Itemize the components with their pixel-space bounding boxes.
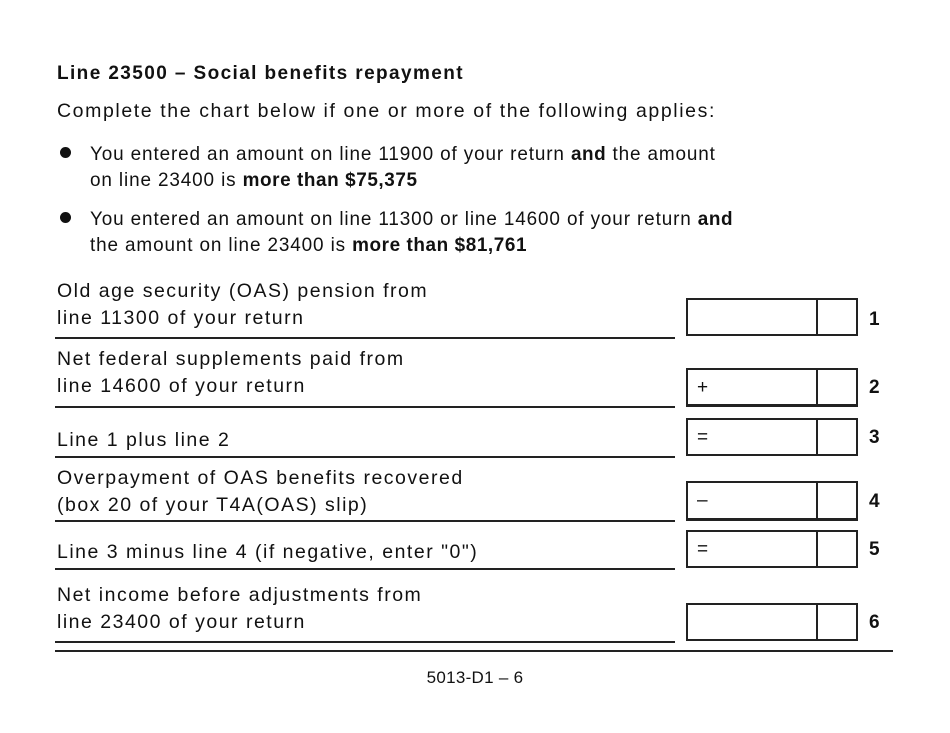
amount-box-line-3 [686, 418, 858, 456]
bullet-bold-text: more than $75,375 [242, 169, 418, 191]
dollars-input-line-1[interactable] [688, 300, 820, 336]
bullet-text: on line 23400 is [90, 169, 243, 191]
line-number: 2 [869, 377, 880, 398]
line-number: 1 [869, 309, 880, 330]
row-label-text: Net income before adjustments from [57, 584, 423, 606]
row-rule [55, 568, 675, 570]
row-label-text: line 11300 of your return [57, 307, 305, 329]
bullet-bold-text: more than $81,761 [352, 234, 528, 256]
intro-text: Complete the chart below if one or more of the following applies: [57, 100, 716, 122]
row-label-text [57, 400, 230, 427]
row-label-line-6 [57, 582, 422, 636]
bullet-text: the amount [606, 143, 716, 165]
line-number: 6 [869, 612, 880, 633]
dollars-input-line-2[interactable] [688, 370, 820, 406]
bullet-icon [60, 212, 71, 223]
row-rule [55, 641, 675, 643]
row-label-text: Old age security (OAS) pension from [57, 280, 429, 302]
line-number: 3 [869, 427, 880, 448]
row-label-line-2 [57, 346, 405, 400]
row-rule [55, 456, 675, 458]
row-label-text: Line 1 plus line 2 [57, 429, 231, 451]
dollars-input-line-3[interactable] [688, 420, 820, 456]
line-number: 5 [869, 539, 880, 560]
cents-input-line-2[interactable] [818, 370, 860, 406]
section-title: Line 23500 – Social benefits repayment [57, 63, 464, 84]
cents-input-line-5[interactable] [818, 532, 860, 568]
cents-input-line-4[interactable] [818, 483, 860, 519]
equals-sign: = [697, 539, 709, 560]
row-label-text [57, 512, 478, 539]
dollars-input-line-5[interactable] [688, 532, 820, 568]
cents-input-line-6[interactable] [818, 605, 860, 641]
row-label-line-4 [57, 465, 464, 519]
section-bottom-rule [55, 650, 893, 652]
bullet-text: You entered an amount on line 11900 of your return [90, 143, 571, 165]
amount-box-line-2 [686, 368, 858, 407]
row-label-text: (box 20 of your T4A(OAS) slip) [57, 494, 369, 516]
bullet-bold-text: and [697, 208, 734, 230]
row-label-text: Net federal supplements paid from [57, 348, 405, 370]
cents-input-line-3[interactable] [818, 420, 860, 456]
row-label-text: Line 3 minus line 4 (if negative, enter "0") [57, 541, 479, 563]
bullet-icon [60, 147, 71, 158]
plus-sign: + [697, 377, 709, 398]
line-number: 4 [869, 491, 880, 512]
page-footer [0, 668, 950, 688]
row-label-line-5 [57, 512, 478, 566]
amount-box-line-4 [686, 481, 858, 521]
amount-box-line-6 [686, 603, 858, 641]
cents-input-line-1[interactable] [818, 300, 860, 336]
row-label-line-1 [57, 278, 428, 332]
dollars-input-line-4[interactable] [688, 483, 820, 519]
row-label-text: line 23400 of your return [57, 611, 306, 633]
minus-sign: – [697, 490, 708, 511]
row-label-text: Overpayment of OAS benefits recovered [57, 467, 464, 489]
row-label-text: line 14600 of your return [57, 375, 306, 397]
bullet-text: You entered an amount on line 11300 or line 14600 of your return [90, 208, 698, 230]
amount-box-line-5 [686, 530, 858, 568]
bullet-text: the amount on line 23400 is [90, 234, 353, 256]
equals-sign: = [697, 427, 709, 448]
amount-box-line-1 [686, 298, 858, 336]
dollars-input-line-6[interactable] [688, 605, 820, 641]
form-page-number: 5013-D1 – 6 [426, 668, 524, 687]
row-rule [55, 337, 675, 339]
bullet-bold-text: and [570, 143, 607, 165]
row-label-line-3 [57, 400, 230, 454]
